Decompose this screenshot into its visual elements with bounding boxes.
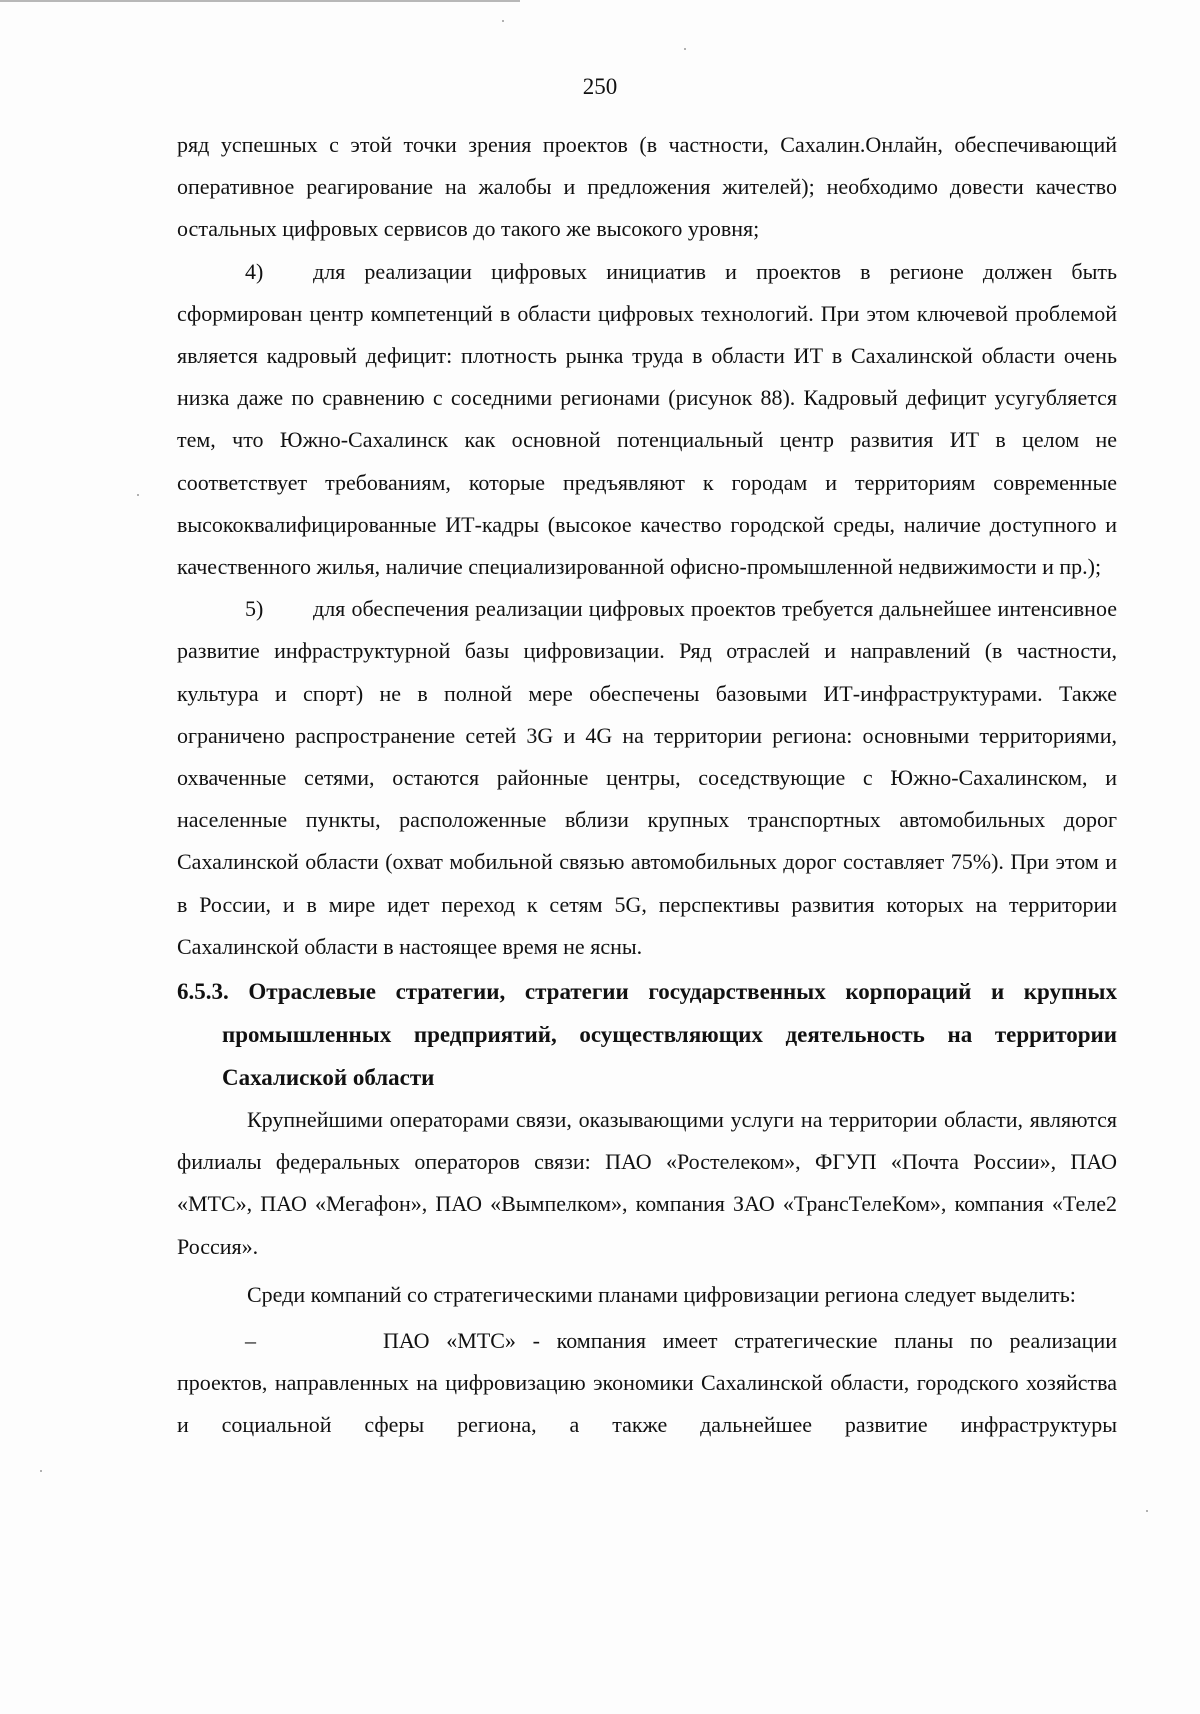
dash-marker: – — [245, 1328, 256, 1354]
section-heading — [177, 970, 1117, 1099]
list-marker-5: 5) — [245, 596, 264, 622]
paragraph-intro: Среди компаний со стратегическими планами цифровизации региона следует выделить: — [247, 1281, 1076, 1307]
scan-speck — [502, 20, 504, 22]
scan-speck — [1146, 1510, 1148, 1512]
dash-list-item — [177, 1320, 1117, 1447]
section-number: 6.5.3. — [177, 979, 229, 1005]
list-item-5 — [177, 588, 1117, 968]
scan-speck — [40, 1470, 42, 1472]
paragraph-continuation: ряд успешных с этой точки зрения проектов (в частности, Сахалин.Онлайн, обеспечивающий оперативное реагирование на жалобы и предложения жителей); необходимо довести качество остальных цифровых сервисов до такого же высокого уровня; — [177, 132, 1117, 242]
list-item-4-text: для реализации цифровых инициатив и проектов в регионе должен быть сформирован центр компетенций в области цифровых технологий. При этом ключевой проблемой является кадровый дефицит: плотность рынка труда в области ИТ в Сахалинской области очень низка даже по сравнению с соседними регионами (рисунок 88). Кадровый дефицит усугубляется тем, что Южно-Сахалинск как основной потенциальный центр развития ИТ в целом не соответствует требованиям, которые предъявляют к городам и территориям современные высококвалифицированные ИТ-кадры (высокое качество городской среды, наличие доступного и качественного жилья, наличие специализированной офисно-промышленной недвижимости и пр.); — [177, 258, 1117, 580]
page-number: 250 — [582, 74, 618, 99]
scan-edge-line — [0, 0, 520, 2]
dash-list-item-text: ПАО «МТС» - компания имеет стратегические планы по реализации проектов, направленных на цифровизацию экономики Сахалинской области, городского хозяйства и социальной сферы региона, а также дальнейшее развитие инфраструктуры — [177, 1328, 1117, 1438]
list-marker-4: 4) — [245, 258, 264, 284]
page-body — [177, 124, 1117, 1447]
list-item-4 — [177, 251, 1117, 589]
list-item-5-text: для обеспечения реализации цифровых проектов требуется дальнейшее интенсивное развитие инфраструктурной базы цифровизации. Ряд отраслей и направлений (в частности, культура и спорт) не в полной мере обеспечены базовыми ИТ-инфраструктурами. Также ограничено распространение сетей 3G и 4G на территории региона: основными территориями, охваченные сетями, остаются районные центры, соседствующие с Южно-Сахалинском, и населенные пункты, расположенные вблизи крупных транспортных автомобильных дорог Сахалинской области (охват мобильной связью автомобильных дорог составляет 75%). При этом и в России, и в мире идет переход к сетям 5G, перспективы развития которых на территории Сахалинской области в настоящее время не ясны. — [177, 596, 1117, 959]
scan-speck — [684, 48, 686, 50]
section-title: Отраслевые стратегии, стратегии государственных корпораций и крупных промышленных предприятий, осуществляющих деятельность на территории Сахалиской области — [222, 979, 1118, 1091]
scan-speck — [137, 494, 139, 496]
paragraph-operators: Крупнейшими операторами связи, оказывающими услуги на территории области, являются филиалы федеральных операторов связи: ПАО «Ростелеком», ФГУП «Почта России», ПАО «МТС», ПАО «Мегафон», ПАО «Вымпелком», компания ЗАО «ТрансТелеКом», компания «Теле2 Россия». — [177, 1107, 1117, 1259]
